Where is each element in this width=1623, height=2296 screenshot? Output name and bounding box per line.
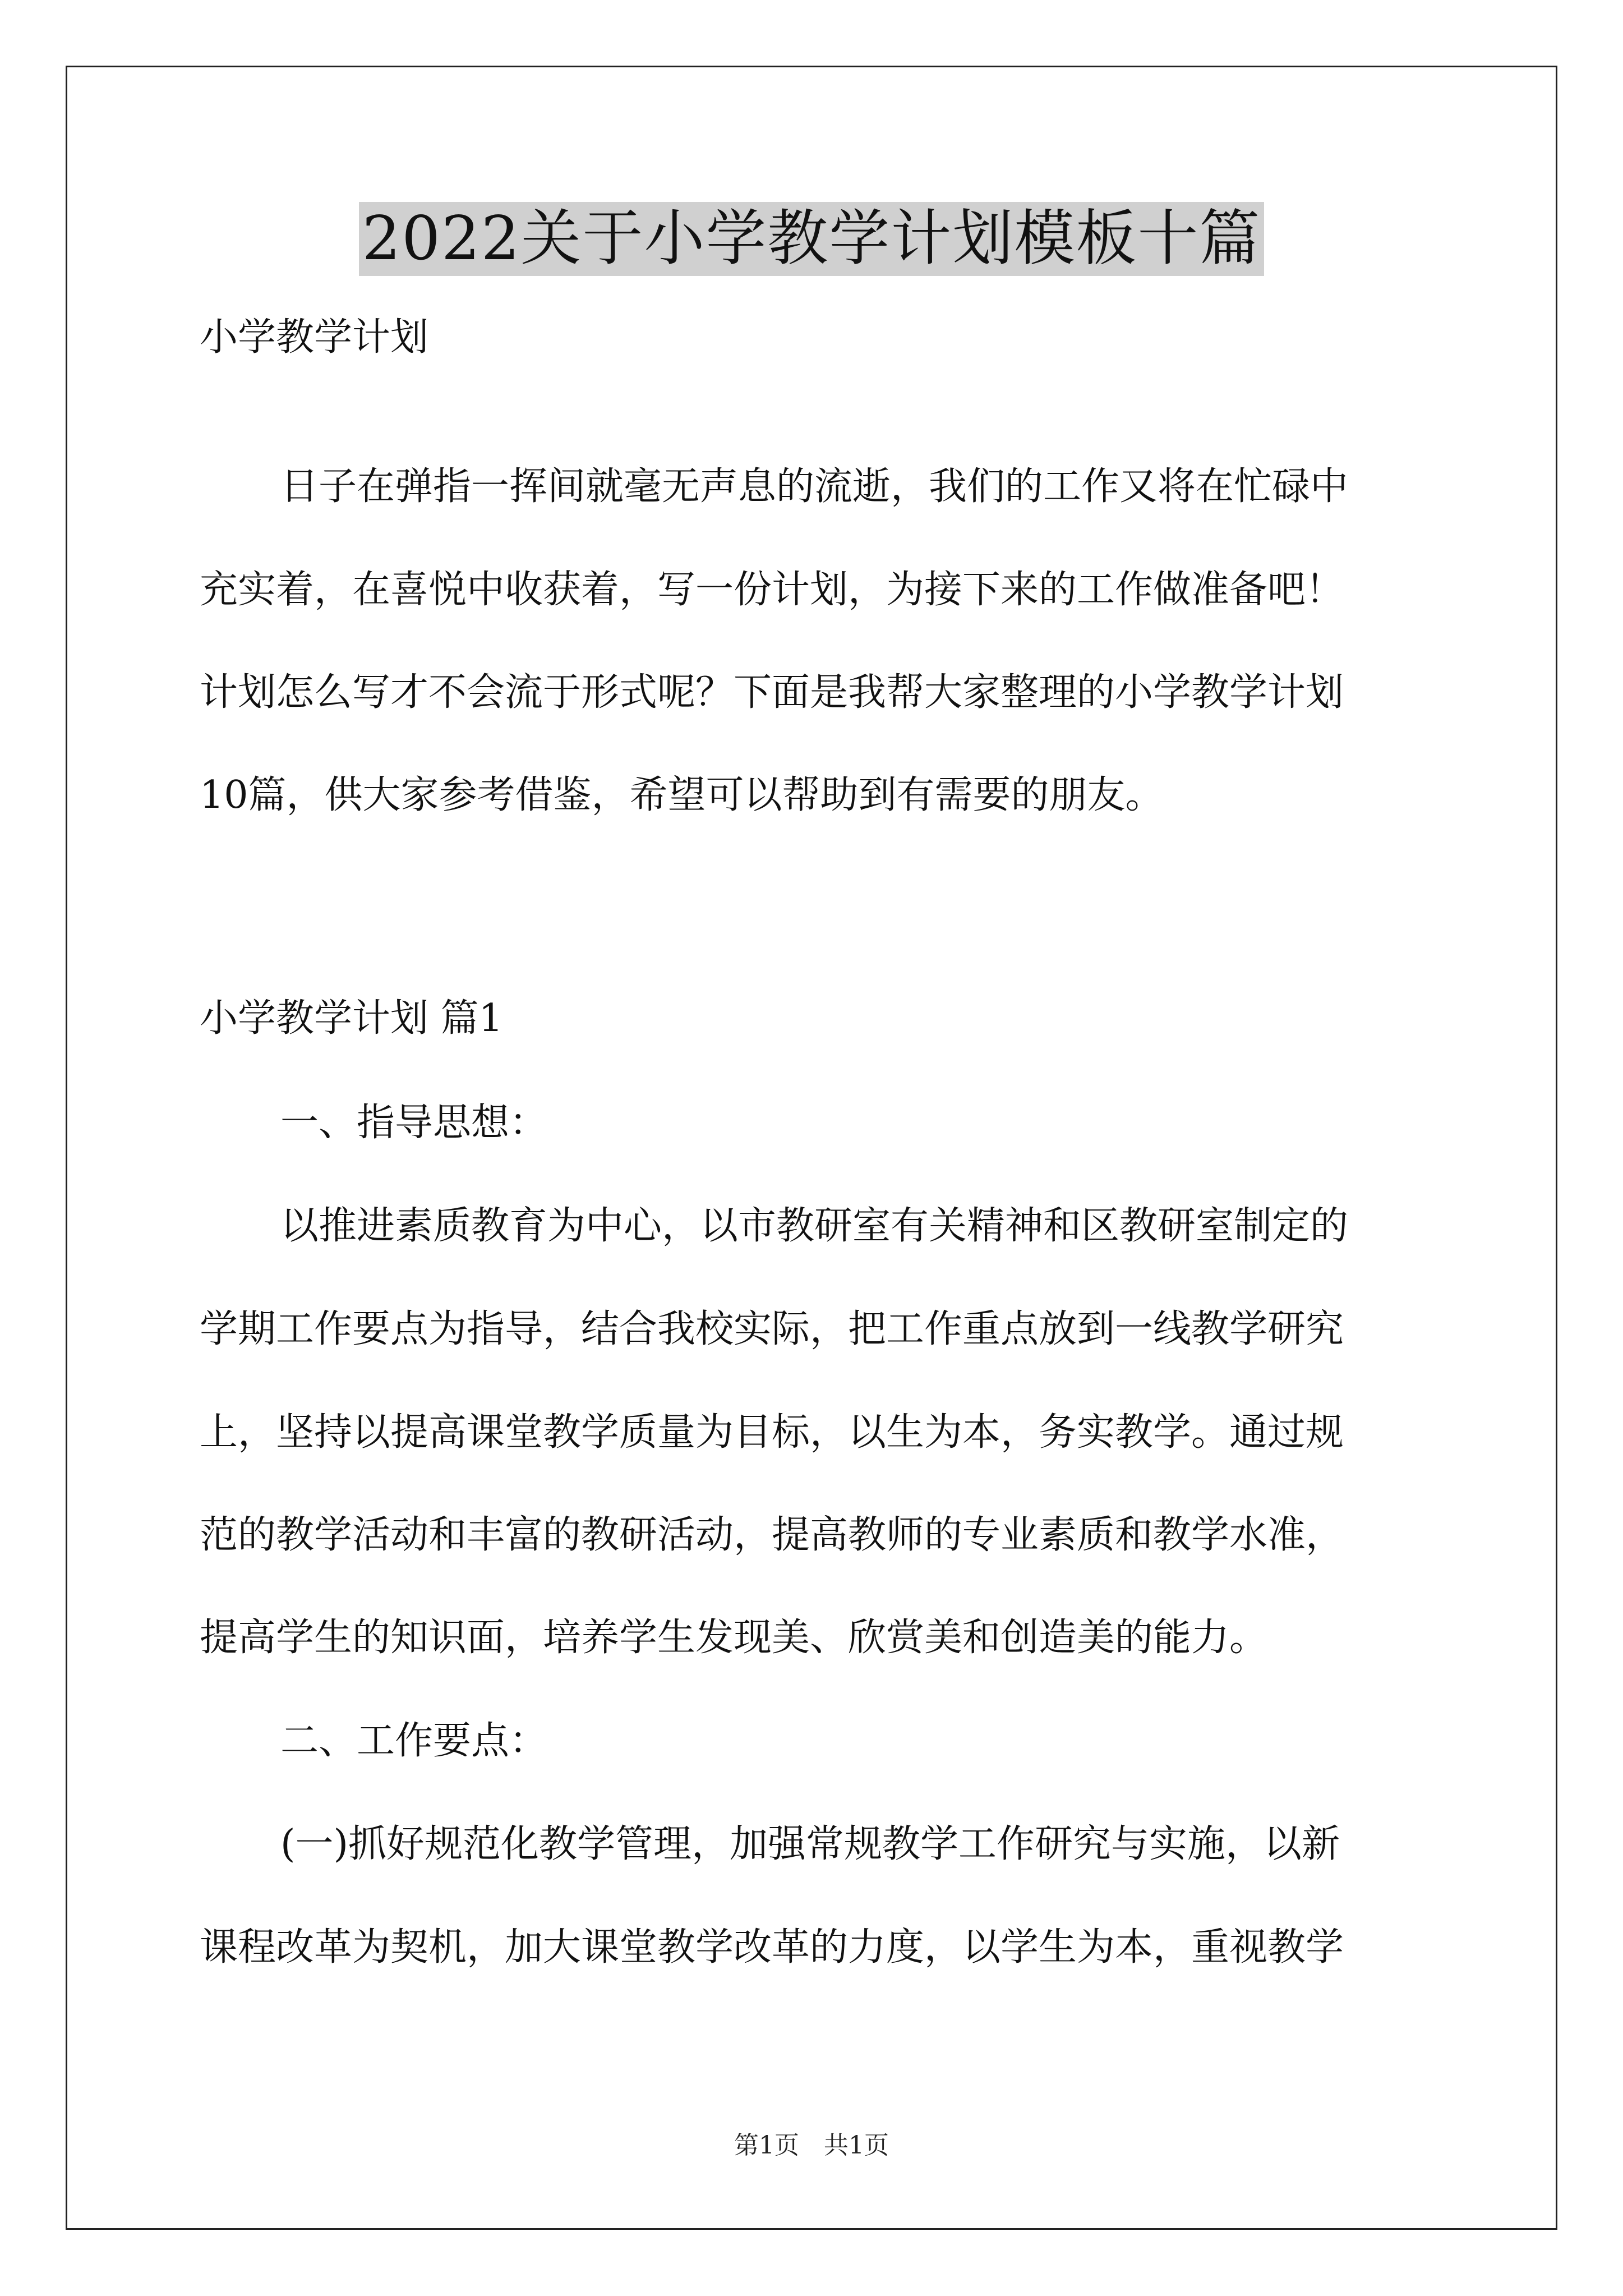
title-container xyxy=(0,202,1623,276)
intro-line-1: 日子在弹指一挥间就毫无声息的流逝，我们的工作又将在忙碌中 xyxy=(280,464,1349,509)
page-footer xyxy=(0,2131,1623,2161)
point1-title: 一、指导思想： xyxy=(280,1101,548,1145)
point1-line-4: 范的教学活动和丰富的教研活动，提高教师的专业素质和教学水准， xyxy=(200,1513,1344,1557)
section-heading: 小学教学计划 xyxy=(200,315,429,360)
intro-line-3: 计划怎么写才不会流于形式呢？下面是我帮大家整理的小学教学计划 xyxy=(200,670,1344,715)
point1-line-1: 以推进素质教育为中心，以市教研室有关精神和区教研室制定的 xyxy=(280,1204,1349,1248)
page-number-current: 第1页 xyxy=(734,2131,799,2160)
document-title: 2022关于小学教学计划模板十篇 xyxy=(359,202,1265,276)
page-number-total: 共1页 xyxy=(824,2131,889,2160)
point2-line-2: 课程改革为契机，加大课堂教学改革的力度，以学生为本，重视教学 xyxy=(200,1925,1344,1970)
point2-line-1: (一)抓好规范化教学管理，加强常规教学工作研究与实施，以新 xyxy=(280,1822,1340,1866)
point1-line-3: 上，坚持以提高课堂教学质量为目标，以生为本，务实教学。通过规 xyxy=(200,1410,1344,1455)
intro-line-2: 充实着，在喜悦中收获着，写一份计划，为接下来的工作做准备吧！ xyxy=(200,568,1344,612)
page-border xyxy=(66,66,1557,2230)
point1-line-2: 学期工作要点为指导，结合我校实际，把工作重点放到一线教学研究 xyxy=(200,1307,1344,1351)
intro-line-4: 10篇，供大家参考借鉴，希望可以帮助到有需要的朋友。 xyxy=(200,773,1164,817)
point1-line-5: 提高学生的知识面，培养学生发现美、欣赏美和创造美的能力。 xyxy=(200,1616,1268,1660)
article-section-title: 小学教学计划 篇1 xyxy=(200,996,503,1041)
point2-title: 二、工作要点： xyxy=(280,1719,548,1763)
